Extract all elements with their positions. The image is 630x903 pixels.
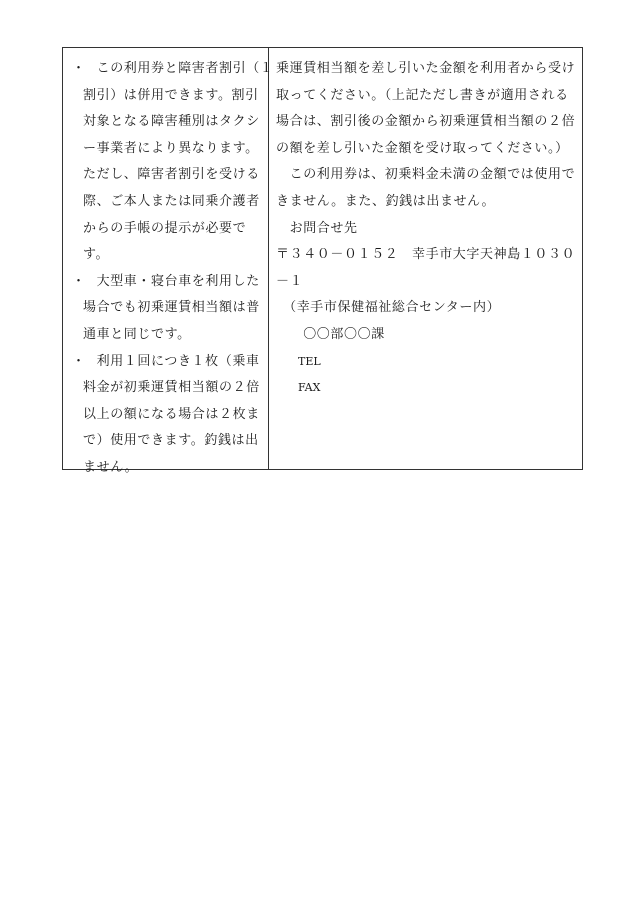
list-item-line: 際、ご本人または同乗介護者 xyxy=(83,193,260,209)
bullet: ・ xyxy=(72,61,86,76)
notice-table xyxy=(62,47,583,475)
line-text: 利用１回につき１枚（乗車 xyxy=(83,353,260,369)
list-item-line xyxy=(63,56,274,83)
paragraph-line: きません。また、釣銭は出ません。 xyxy=(276,193,496,209)
paragraph-line: 取ってください。（上記ただし書きが適用される xyxy=(276,87,569,103)
paragraph-line: この利用券は、初乗料金未満の金額では使用で xyxy=(276,167,576,183)
line-text: この利用券と障害者割引（１ xyxy=(83,61,274,76)
paragraph-line: の額を差し引いた金額を受け取ってください。） xyxy=(276,140,569,156)
contact-building: （幸手市保健福祉総合センター内） xyxy=(276,300,501,316)
list-item-line xyxy=(63,349,268,376)
list-item-line: からの手帳の提示が必要で xyxy=(83,220,247,236)
paragraph-line: 場合は、割引後の金額から初乗運賃相当額の２倍 xyxy=(276,114,576,130)
bullet: ・ xyxy=(72,353,86,369)
list-item-line: ー事業者により異なります。 xyxy=(83,140,259,156)
list-item-line: 通車と同じです。 xyxy=(83,326,191,342)
list-item-line: 割引）は併用できます。割引 xyxy=(83,87,259,103)
line-text: 大型車・寝台車を利用した xyxy=(83,273,260,289)
list-item-line: 料金が初乗運賃相当額の２倍 xyxy=(83,380,260,396)
list-item-line: ません。 xyxy=(83,459,139,475)
contact-heading: お問合せ先 xyxy=(276,220,358,236)
contact-tel: TEL xyxy=(276,354,321,368)
contact-address: －１ xyxy=(276,273,304,289)
bullet: ・ xyxy=(72,273,86,289)
right-column xyxy=(269,48,582,469)
contact-address: 〒３４０－０１５２ 幸手市大字天神島１０３０ xyxy=(276,247,576,263)
contact-department: 〇〇部〇〇課 xyxy=(276,326,385,342)
list-item-line: ただし、障害者割引を受ける xyxy=(83,167,260,183)
contact-fax: FAX xyxy=(276,381,321,395)
list-item-line: 対象となる障害種別はタクシ xyxy=(83,114,260,130)
list-item-line xyxy=(63,269,268,296)
list-item-line: で）使用できます。釣銭は出 xyxy=(83,433,259,449)
list-item-line: 以上の額になる場合は２枚ま xyxy=(83,406,260,422)
paragraph-line: 乗運賃相当額を差し引いた金額を利用者から受け xyxy=(276,61,576,76)
list-item-line: す。 xyxy=(83,247,110,263)
list-item-line: 場合でも初乗運賃相当額は普 xyxy=(83,300,260,316)
left-column xyxy=(63,48,274,475)
